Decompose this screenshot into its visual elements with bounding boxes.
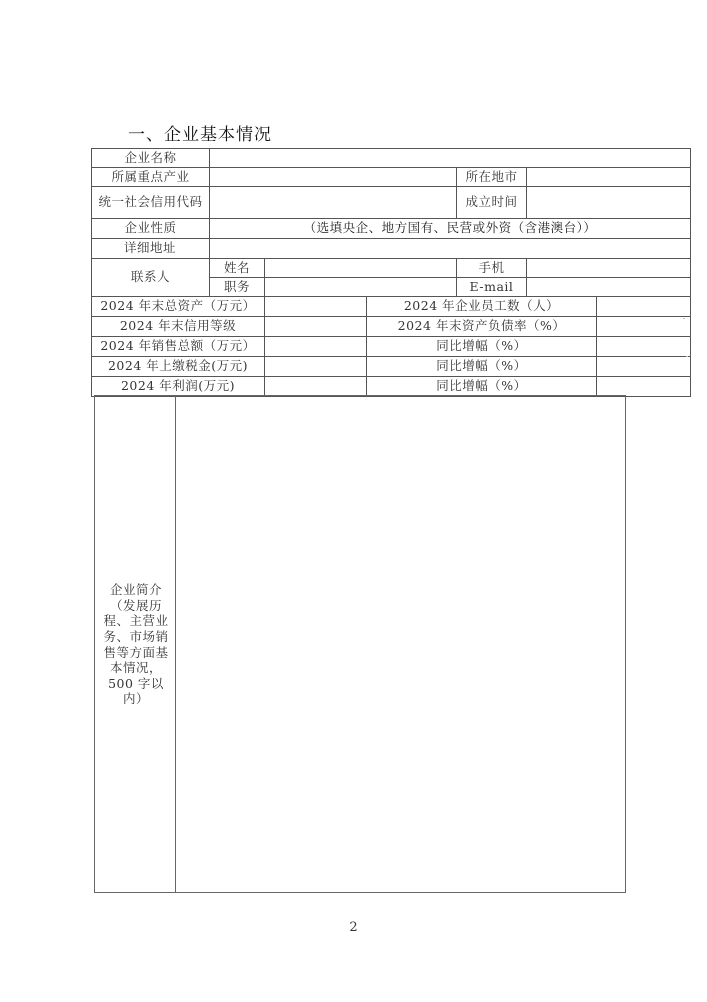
location-field[interactable] xyxy=(527,168,691,187)
sales-label: 2024 年销售总额（万元） xyxy=(92,337,265,357)
nature-label: 企业性质 xyxy=(92,219,210,239)
mobile-field[interactable] xyxy=(527,259,691,278)
scan-speck xyxy=(683,318,685,319)
company-intro-section xyxy=(94,395,626,893)
section-title: 一、企业基本情况 xyxy=(128,125,272,145)
email-label: E-mail xyxy=(457,278,527,297)
profit-yoy-field[interactable] xyxy=(597,377,691,397)
contact-name-label: 姓名 xyxy=(210,259,265,278)
contact-position-field[interactable] xyxy=(265,278,457,297)
contact-position-label: 职务 xyxy=(210,278,265,297)
page-number: 2 xyxy=(349,920,358,935)
sales-field[interactable] xyxy=(265,337,367,357)
mobile-label: 手机 xyxy=(457,259,527,278)
address-label: 详细地址 xyxy=(92,239,210,259)
address-field[interactable] xyxy=(210,239,691,259)
industry-field[interactable] xyxy=(210,168,457,187)
profit-label: 2024 年利润(万元) xyxy=(92,377,265,397)
debt-ratio-label: 2024 年末资产负债率（%） xyxy=(367,317,597,337)
sales-yoy-label: 同比增幅（%） xyxy=(367,337,597,357)
established-field[interactable] xyxy=(527,187,691,219)
total-assets-label: 2024 年末总资产（万元） xyxy=(92,297,265,317)
contact-label: 联系人 xyxy=(92,259,210,297)
tax-label: 2024 年上缴税金(万元) xyxy=(92,357,265,377)
total-assets-field[interactable] xyxy=(265,297,367,317)
email-field[interactable] xyxy=(527,278,691,297)
credit-rating-field[interactable] xyxy=(265,317,367,337)
employees-field[interactable] xyxy=(597,297,691,317)
profit-field[interactable] xyxy=(265,377,367,397)
company-info-table xyxy=(91,148,691,397)
credit-code-field[interactable] xyxy=(210,187,457,219)
credit-code-label: 统一社会信用代码 xyxy=(92,187,210,219)
industry-label: 所属重点产业 xyxy=(92,168,210,187)
profit-yoy-label: 同比增幅（%） xyxy=(367,377,597,397)
employees-label: 2024 年企业员工数（人） xyxy=(367,297,597,317)
company-name-field[interactable] xyxy=(210,149,691,168)
established-label: 成立时间 xyxy=(457,187,527,219)
tax-yoy-label: 同比增幅（%） xyxy=(367,357,597,377)
company-intro-field[interactable] xyxy=(176,396,625,892)
scan-speck xyxy=(686,356,688,357)
contact-name-field[interactable] xyxy=(265,259,457,278)
company-intro-label: 企业简介（发展历程、主营业务、市场销售等方面基本情况，500 字以内） xyxy=(103,582,169,707)
sales-yoy-field[interactable] xyxy=(597,337,691,357)
tax-yoy-field[interactable] xyxy=(597,357,691,377)
location-label: 所在地市 xyxy=(457,168,527,187)
company-name-label: 企业名称 xyxy=(92,149,210,168)
credit-rating-label: 2024 年末信用等级 xyxy=(92,317,265,337)
tax-field[interactable] xyxy=(265,357,367,377)
debt-ratio-field[interactable] xyxy=(597,317,691,337)
nature-field[interactable]: （选填央企、地方国有、民营或外资（含港澳台）） xyxy=(210,219,691,239)
